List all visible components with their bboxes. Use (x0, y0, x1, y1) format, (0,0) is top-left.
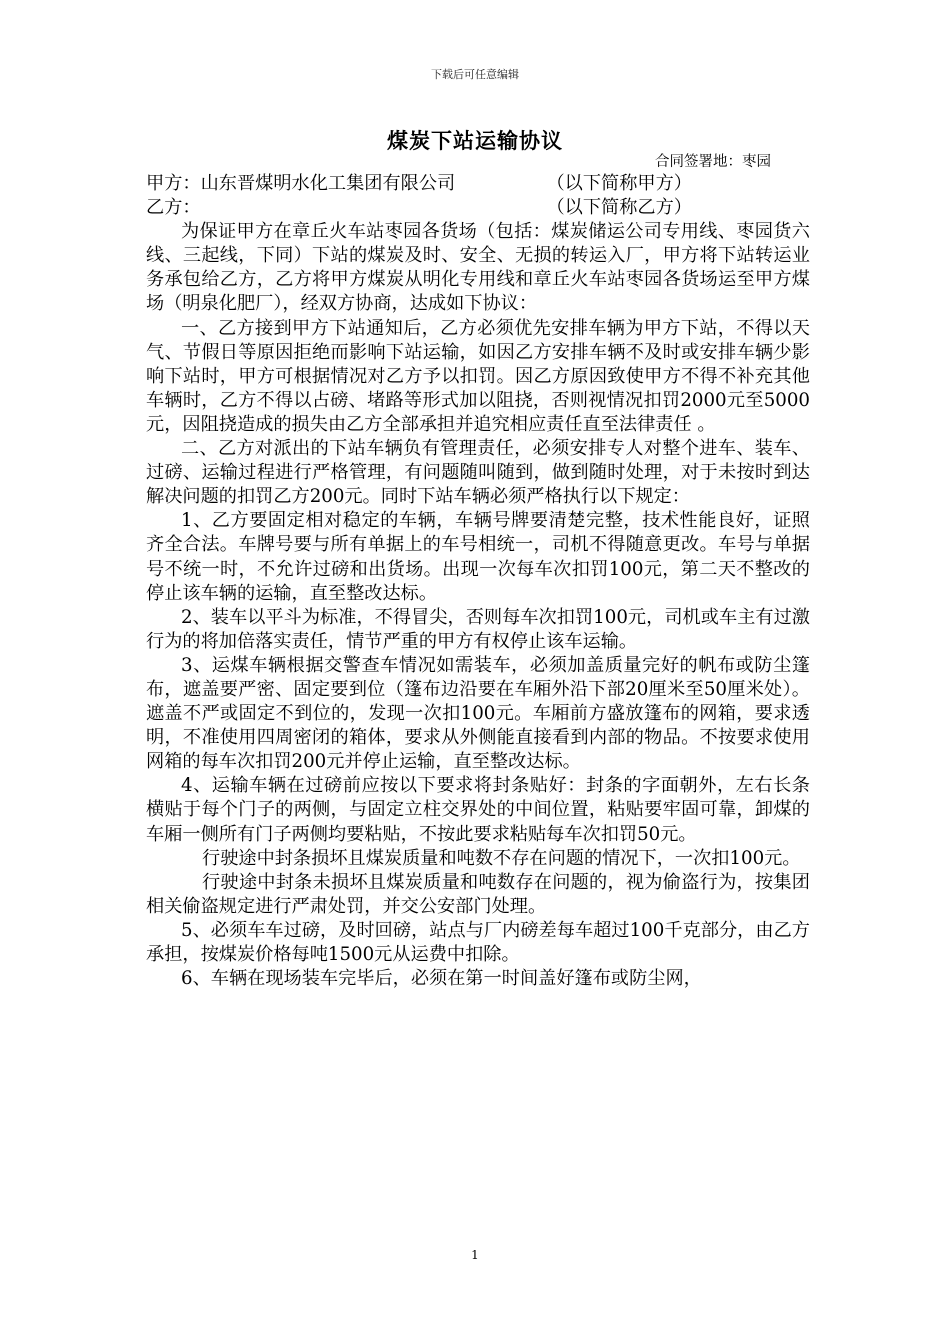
rule-3: 3、运煤车辆根据交警查车情况如需装车，必须加盖质量完好的帆布或防尘篷布，遮盖要严密、固定要到位（篷布边沿要在车厢外沿下部20厘米至50厘米处）。遮盖不严或固定不到位的，发现一次扣100元。车厢前方盛放篷布的网箱，要求透明，不准使用四周密闭的箱体，要求从外侧能直接看到内部的物品。不按要求使用网箱的每车次扣罚200元并停止运输，直至整改达标。 (146, 654, 810, 773)
party-b-label: 乙方： (146, 197, 201, 219)
rule-6: 6、车辆在现场装车完毕后，必须在第一时间盖好篷布或防尘网， (181, 968, 702, 990)
rule-4-note-2: 行驶途中封条未损坏且煤炭质量和吨数存在问题的，视为偷盗行为，按集团相关偷盗规定进行严肃处罚，并交公安部门处理。 (146, 871, 810, 917)
party-b-line (146, 196, 810, 220)
rule-1: 1、乙方要固定相对稳定的车辆，车辆号牌要清楚完整，技术性能良好，证照齐全合法。车牌号要与所有单据上的车号相统一，司机不得随意更改。车号与单据号不统一时，不允许过磅和出货场。出现一次每车次扣罚100元，第二天不整改的停止该车辆的运输，直至整改达标。 (146, 510, 810, 604)
page-number: 1 (471, 1248, 479, 1262)
party-a-line (146, 172, 810, 196)
header-note: 下载后可任意编辑 (431, 68, 519, 81)
document-body (146, 172, 810, 991)
rule-5: 5、必须车车过磅，及时回磅，站点与厂内磅差每车超过100千克部分，由乙方承担，按煤炭价格每吨1500元从运费中扣除。 (146, 919, 810, 965)
rule-4-note-1: 行驶途中封条损坏且煤炭质量和吨数不存在问题的情况下，一次扣100元。 (202, 847, 801, 869)
party-a-label: 甲方：山东晋煤明水化工集团有限公司 (146, 173, 456, 194)
clause-2: 二、乙方对派出的下站车辆负有管理责任，必须安排专人对整个进车、装车、过磅、运输过程进行严格管理，有问题随叫随到，做到随时处理，对于未按时到达解决问题的扣罚乙方200元。同时下站车辆必须严格执行以下规定： (146, 438, 810, 508)
party-b-note: （以下简称乙方） (546, 197, 692, 219)
party-a-note: （以下简称甲方） (546, 173, 692, 194)
intro-paragraph: 为保证甲方在章丘火车站枣园各货场（包括：煤炭储运公司专用线、枣园货六线、三起线，下同）下站的煤炭及时、安全、无损的转运入厂，甲方将下站转运业务承包给乙方，乙方将甲方煤炭从明化专用线和章丘火车站枣园各货场运至甲方煤场（明泉化肥厂），经双方协商，达成如下协议： (146, 221, 810, 315)
clause-1: 一、乙方接到甲方下站通知后，乙方必须优先安排车辆为甲方下站，不得以天气、节假日等原因拒绝而影响下站运输，如因乙方安排车辆不及时或安排车辆少影响下站时，甲方可根据情况对乙方予以扣罚。因乙方原因致使甲方不得不补充其他车辆时，乙方不得以占磅、堵路等形式加以阻挠，否则视情况扣罚2000元至5000元，因阻挠造成的损失由乙方全部承担并追究相应责任直至法律责任 。 (146, 317, 810, 435)
rule-4: 4、运输车辆在过磅前应按以下要求将封条贴好：封条的字面朝外，左右长条横贴于每个门子的两侧，与固定立柱交界处的中间位置，粘贴要牢固可靠，卸煤的车厢一侧所有门子两侧均要粘贴，不按此要求粘贴每车次扣罚50元。 (146, 775, 810, 845)
document-title: 煤炭下站运输协议 (387, 128, 563, 153)
signing-place: 合同签署地：枣园 (655, 154, 771, 170)
rule-2: 2、装车以平斗为标准，不得冒尖，否则每车次扣罚100元，司机或车主有过激行为的将加倍落实责任，情节严重的甲方有权停止该车运输。 (146, 606, 810, 652)
